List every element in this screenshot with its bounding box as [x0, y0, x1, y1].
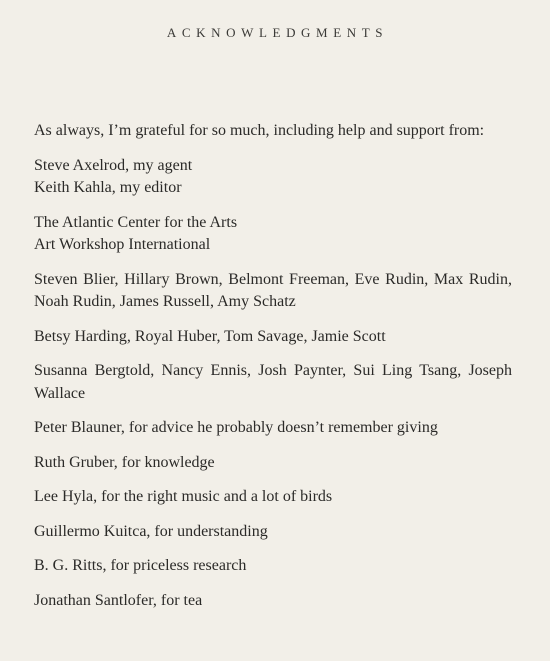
- ack-item-kuitca: [34, 521, 512, 544]
- ack-line: Steve Axelrod, my agent: [34, 156, 193, 174]
- ack-line: Guillermo Kuitca, for understanding: [34, 522, 268, 540]
- ack-item-hyla: [34, 486, 512, 509]
- ack-group-friends-1: [34, 269, 512, 314]
- ack-line: Jonathan Santlofer, for tea: [34, 591, 203, 609]
- ack-group-friends-3: [34, 360, 512, 405]
- ack-item-gruber: [34, 452, 512, 475]
- ack-line: The Atlantic Center for the Arts: [34, 213, 238, 231]
- ack-group-friends-2: [34, 326, 512, 349]
- page-heading: ACKNOWLEDGMENTS: [166, 25, 389, 40]
- ack-line: Betsy Harding, Royal Huber, Tom Savage, Jamie Scott: [34, 327, 386, 345]
- ack-line: Lee Hyla, for the right music and a lot of birds: [34, 488, 333, 505]
- ack-line: Steven Blier, Hillary Brown, Belmont Freeman, Eve Rudin, Max Rudin, Noah Rudin, James Russell, Amy Schatz: [34, 270, 512, 310]
- intro-paragraph: As always, I’m grateful for so much, including help and support from:: [34, 122, 485, 139]
- ack-item-ritts: [34, 555, 512, 578]
- ack-group-institutions: [34, 212, 512, 257]
- ack-item-blauner: [34, 417, 512, 440]
- ack-line: Peter Blauner, for advice he probably doesn’t remember giving: [34, 419, 438, 436]
- ack-line: B. G. Ritts, for priceless research: [34, 557, 247, 574]
- ack-group-agents: [34, 155, 512, 200]
- ack-item-santlofer: [34, 590, 512, 613]
- ack-line: Keith Kahla, my editor: [34, 179, 182, 196]
- ack-line: Susanna Bergtold, Nancy Ennis, Josh Paynter, Sui Ling Tsang, Joseph Wallace: [34, 362, 512, 402]
- ack-line: Ruth Gruber, for knowledge: [34, 453, 215, 471]
- ack-line: Art Workshop International: [34, 236, 211, 253]
- acknowledgments-body: [34, 120, 512, 624]
